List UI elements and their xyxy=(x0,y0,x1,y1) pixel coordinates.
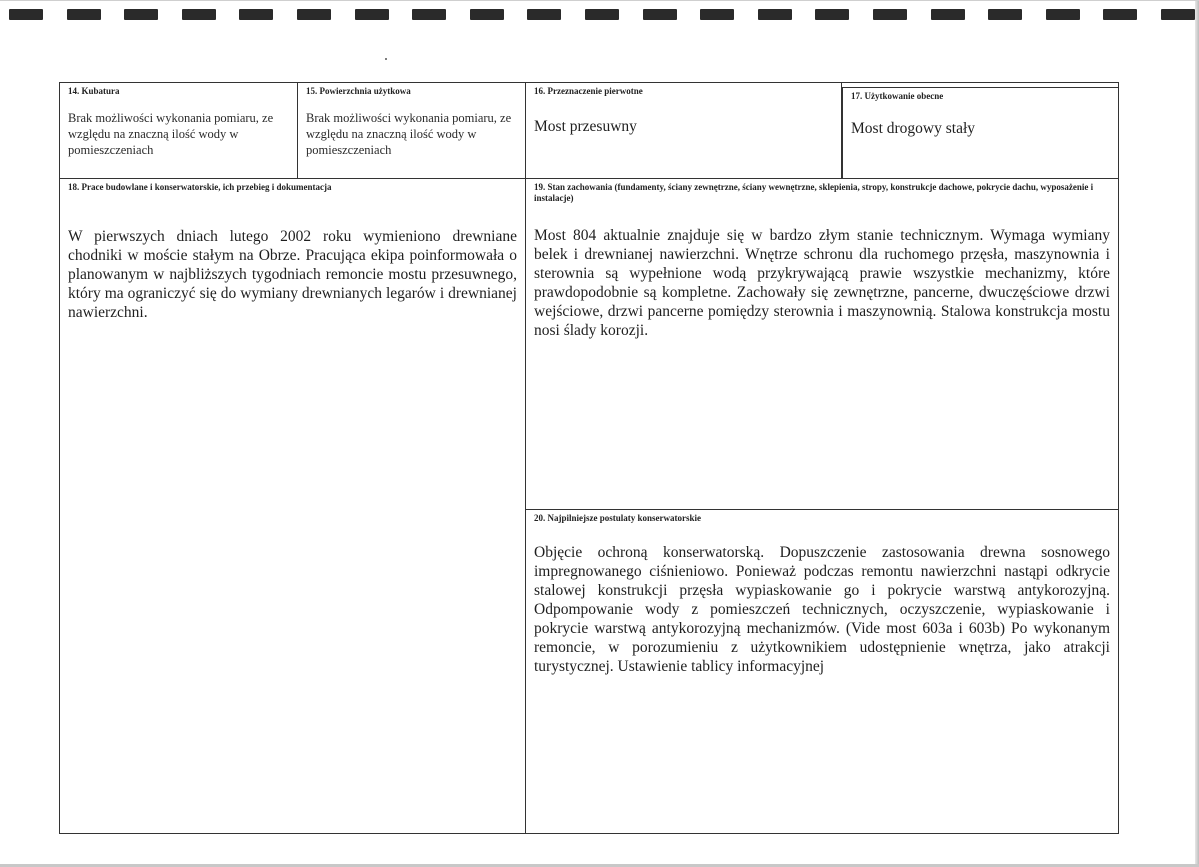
punch-hole xyxy=(988,9,1022,20)
punch-hole xyxy=(470,9,504,20)
punch-hole xyxy=(643,9,677,20)
punch-hole xyxy=(124,9,158,20)
field-label: 19. Stan zachowania (fundamenty, ściany zewnętrzne, ściany wewnętrzne, sklepienia, stropy, konstrukcje dachowe, pokrycie dachu, wyposażenie i instalacje) xyxy=(534,182,1094,203)
punch-hole xyxy=(873,9,907,20)
field-value: Brak możliwości wykonania pomiaru, ze względu na znaczną ilość wody w pomieszczeniach xyxy=(306,111,512,157)
field-label: 18. Prace budowlane i konserwatorskie, ich przebieg i dokumentacja xyxy=(68,182,332,192)
punch-hole xyxy=(9,9,43,20)
record-form-table xyxy=(59,82,1119,834)
punch-hole xyxy=(758,9,792,20)
field-uzytkowanie-obecne xyxy=(842,87,1118,179)
punch-hole xyxy=(1161,9,1195,20)
field-prace-budowlane xyxy=(60,179,526,833)
field-label: 16. Przeznaczenie pierwotne xyxy=(534,86,643,96)
field-przeznaczenie-pierwotne xyxy=(526,83,842,179)
punch-hole xyxy=(297,9,331,20)
punch-hole xyxy=(527,9,561,20)
punch-hole xyxy=(182,9,216,20)
field-value: Objęcie ochroną konserwatorską. Dopuszczenie zastosowania drewna sosnowego impregnowanego ciśnieniowo. Ponieważ podczas remontu nawierzchni nastąpi odkrycie stalowej konstrukcji przęsła wypiaskowanie go i pokrycie warstwą antykorozyjną. Odpompowanie wody z pomieszczeń technicznych, oczyszczenie, wypiaskowanie i pokrycie warstwą antykorozyjną mechanizmów. (Vide most 603a i 603b) Po wykonanym remoncie, w porozumieniu z użytkownikiem udostępnienie wnętrza, jako atrakcji turystycznej. Ustawienie tablicy informacyjnej xyxy=(534,544,1110,675)
field-powierzchnia-uzytkowa xyxy=(298,83,526,179)
binder-punch-holes xyxy=(0,9,1199,23)
field-label: 14. Kubatura xyxy=(68,86,120,96)
field-value: Brak możliwości wykonania pomiaru, ze względu na znaczną ilość wody w pomieszczeniach xyxy=(68,111,274,157)
field-value: Most drogowy stały xyxy=(851,120,975,137)
field-label: 15. Powierzchnia użytkowa xyxy=(306,86,411,96)
punch-hole xyxy=(585,9,619,20)
field-label: 17. Użytkowanie obecne xyxy=(851,91,944,101)
field-label: 20. Najpilniejsze postulaty konserwatorskie xyxy=(534,513,701,523)
punch-hole xyxy=(1046,9,1080,20)
punch-hole xyxy=(1103,9,1137,20)
speck xyxy=(385,58,387,60)
page-edge-shadow xyxy=(1195,1,1199,867)
field-value: Most 804 aktualnie znajduje się w bardzo złym stanie technicznym. Wymaga wymiany belek i drewnianej nawierzchni. Wnętrze schronu dla ruchomego przęsła, maszynownia i sterownia są wypełnione wodą przykrywającą prawie wszystkie mechanizmy, które prawdopodobnie są kompletne. Zachowały się zewnętrzne, pancerne, dwuczęściowe drzwi wejściowe, drzwi pancerne pomiędzy sterownia i maszynownią. Stalowa konstrukcja mostu nosi ślady korozji. xyxy=(534,227,1110,339)
field-stan-zachowania xyxy=(526,179,1118,510)
punch-hole xyxy=(355,9,389,20)
punch-hole xyxy=(67,9,101,20)
punch-hole xyxy=(815,9,849,20)
field-value: W pierwszych dniach lutego 2002 roku wymieniono drewniane chodniki w moście stałym na Obrze. Pracująca ekipa poinformowała o planowanym w najbliższych tygodniach remoncie mostu przesuwnego, który ma ograniczyć się do wymiany drewnianych legarów i drewnianej nawierzchni. xyxy=(68,228,517,321)
punch-hole xyxy=(239,9,273,20)
field-kubatura xyxy=(60,83,298,179)
punch-hole xyxy=(412,9,446,20)
field-value: Most przesuwny xyxy=(534,118,637,135)
punch-hole xyxy=(931,9,965,20)
field-postulaty-konserwatorskie xyxy=(526,510,1118,833)
punch-hole xyxy=(700,9,734,20)
